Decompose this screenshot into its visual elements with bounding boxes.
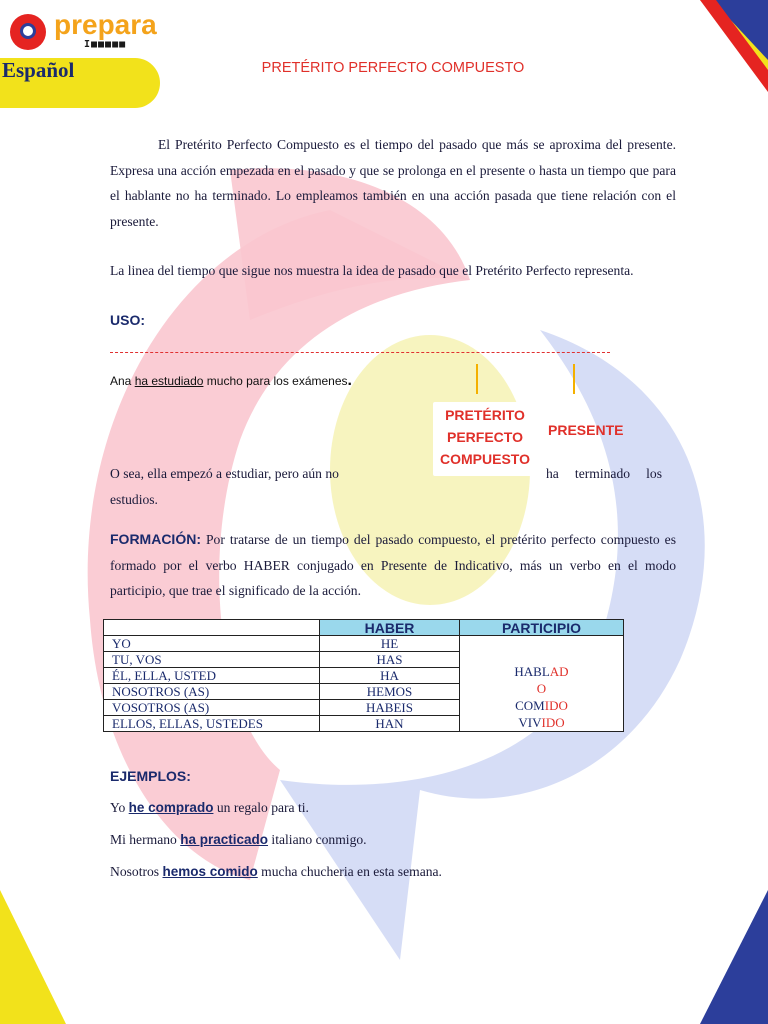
example-rest: mucho para los exámenes bbox=[206, 374, 348, 388]
brand-name: prepara bbox=[54, 9, 157, 40]
brand-logo bbox=[10, 9, 170, 52]
example-item: Yo he comprado un regalo para ti. bbox=[110, 800, 309, 815]
label-past-line-1: PRETÉRITO bbox=[445, 407, 525, 423]
table-row bbox=[104, 636, 624, 652]
participle-line: COMIDO bbox=[515, 698, 568, 713]
haber-cell: HAN bbox=[320, 716, 460, 732]
example-verb: ha estudiado bbox=[134, 374, 204, 388]
formacion-text: Por tratarse de un tiempo del pasado compuesto, el pretérito perfecto compuesto es formado por el verbo HABER conjugado en Presente de Indicativo, más un verbo en el modo participio, que trae el significado de la acción. bbox=[110, 532, 676, 598]
conjugation-table bbox=[103, 619, 624, 732]
haber-cell: HABEIS bbox=[320, 700, 460, 716]
formacion-heading: FORMACIÓN: bbox=[110, 531, 201, 547]
pronoun-cell: NOSOTROS (AS) bbox=[104, 684, 320, 700]
label-past-line-2: PERFECTO bbox=[447, 429, 523, 445]
haber-cell: HA bbox=[320, 668, 460, 684]
table-header-row bbox=[104, 620, 624, 636]
uso-explanation-c: estudios. bbox=[110, 492, 158, 507]
uso-example bbox=[110, 372, 352, 390]
participle-line: HABLAD bbox=[514, 664, 569, 679]
pronoun-cell: ÉL, ELLA, USTED bbox=[104, 668, 320, 684]
timeline-tick-present bbox=[573, 364, 575, 394]
table-header-blank bbox=[104, 620, 320, 636]
uso-explanation-b: ha terminado los bbox=[546, 466, 662, 481]
ejemplos-heading: EJEMPLOS: bbox=[110, 768, 191, 784]
label-past-line-3: COMPUESTO bbox=[440, 451, 530, 467]
pronoun-cell: YO bbox=[104, 636, 320, 652]
pronoun-cell: ELLOS, ELLAS, USTEDES bbox=[104, 716, 320, 732]
table-header-haber: HABER bbox=[320, 620, 460, 636]
haber-cell: HEMOS bbox=[320, 684, 460, 700]
participle-line: VIVIDO bbox=[518, 715, 565, 730]
timeline-line bbox=[110, 352, 610, 353]
example-subject: Ana bbox=[110, 374, 132, 388]
example-item-verb: hemos comido bbox=[162, 864, 258, 879]
uso-explanation-a: O sea, ella empezó a estudiar, pero aún no bbox=[110, 466, 339, 481]
intro-paragraph: El Pretérito Perfecto Compuesto es el tiempo del pasado que más se aproxima del presente. Expresa una acción empezada en el pasado y que se prolonga en el presente o hasta un tiempo que para el hablante no ha terminado. Lo empleamos también en una acción pasada que tiene relación con el presente. bbox=[110, 137, 676, 229]
haber-cell: HAS bbox=[320, 652, 460, 668]
example-item: Mi hermano ha practicado italiano conmigo. bbox=[110, 832, 367, 847]
uso-heading: USO: bbox=[110, 312, 145, 328]
logo-mark-icon bbox=[10, 14, 46, 50]
timeline-tick-past bbox=[476, 364, 478, 394]
pronoun-cell: VOSOTROS (AS) bbox=[104, 700, 320, 716]
example-item: Nosotros hemos comido mucha chucheria en esta semana. bbox=[110, 864, 442, 879]
example-end: . bbox=[347, 372, 352, 389]
participle-line: O bbox=[536, 681, 547, 696]
timeline-label-past bbox=[433, 402, 537, 476]
haber-cell: HE bbox=[320, 636, 460, 652]
timeline-intro: La linea del tiempo que sigue nos muestra la idea de pasado que el Pretérito Perfecto representa. bbox=[110, 263, 634, 278]
example-item-verb: ha practicado bbox=[180, 832, 269, 847]
page-title: PRETÉRITO PERFECTO COMPUESTO bbox=[261, 60, 525, 76]
formacion-paragraph bbox=[110, 527, 676, 604]
table-header-participio: PARTICIPIO bbox=[460, 620, 624, 636]
participle-cell bbox=[460, 636, 624, 732]
example-item-verb: he comprado bbox=[128, 800, 214, 815]
timeline-label-present: PRESENTE bbox=[548, 422, 624, 438]
pronoun-cell: TU, VOS bbox=[104, 652, 320, 668]
brand-tagline: I■■■■■ bbox=[84, 39, 127, 50]
subject-label: Español bbox=[2, 58, 75, 82]
